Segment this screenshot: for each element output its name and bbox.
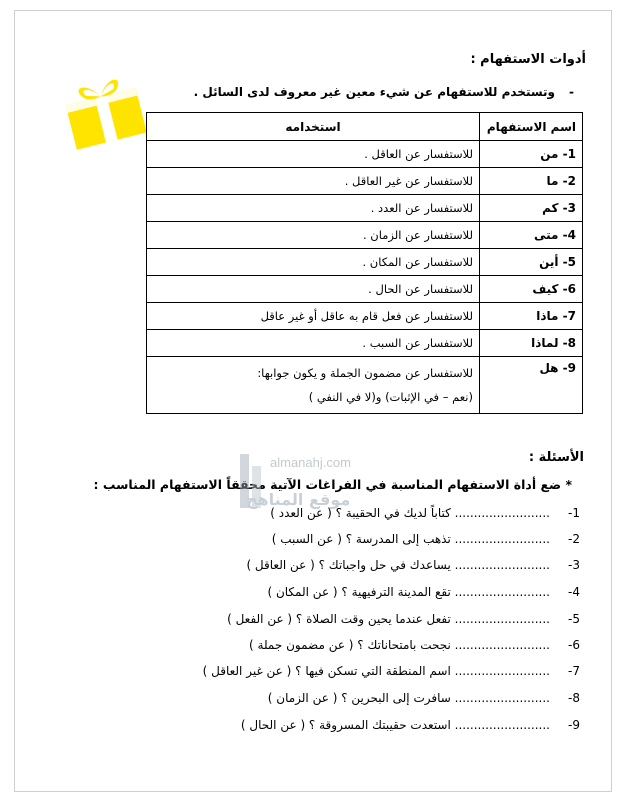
question-text: ......................... تفعل عندما يحين وقت الصلاة ؟ ( عن الفعل ) — [227, 612, 550, 626]
row-use-line-2: (نعم – في الإثبات) و(لا في النفي ) — [308, 390, 473, 404]
row-word: 6- كيف — [480, 276, 583, 303]
question-number: 4- — [568, 585, 580, 599]
question-tools-table — [146, 112, 583, 414]
row-word: 7- ماذا — [480, 303, 583, 330]
question-item — [227, 612, 580, 626]
row-use: للاستفسار عن المكان . — [147, 249, 480, 276]
question-number: 8- — [568, 691, 580, 705]
question-text: ......................... نجحت بامتحاناتك ؟ ( عن مضمون جملة ) — [249, 638, 550, 652]
table-row — [147, 222, 583, 249]
subtitle-dash: - — [569, 85, 574, 99]
question-text: ......................... تقع المدينة الترفيهية ؟ ( عن المكان ) — [267, 585, 550, 599]
row-use: للاستفسار عن الحال . — [147, 276, 480, 303]
question-item — [267, 585, 580, 599]
question-number: 7- — [568, 664, 580, 678]
row-word: 9- هل — [480, 357, 583, 414]
subtitle-text: وتستخدم للاستفهام عن شيء معين غير معروف لدى السائل . — [193, 85, 556, 99]
question-number: 3- — [568, 558, 580, 572]
question-text: ......................... اسم المنطقة التي تسكن فيها ؟ ( عن غير العاقل ) — [202, 664, 550, 678]
question-text: ......................... كتاباً لديك في الحقيبة ؟ ( عن العدد ) — [270, 506, 550, 520]
row-use: للاستفسار عن السبب . — [147, 330, 480, 357]
row-use: للاستفسار عن العاقل . — [147, 141, 480, 168]
row-word: 5- أين — [480, 249, 583, 276]
row-word: 2- ما — [480, 168, 583, 195]
row-use: للاستفسار عن الزمان . — [147, 222, 480, 249]
table-row — [147, 330, 583, 357]
table-row — [147, 303, 583, 330]
watermark-site: almanahj.com — [270, 455, 351, 470]
page-title: أدوات الاستفهام : — [470, 52, 586, 67]
row-word: 8- لماذا — [480, 330, 583, 357]
table-row — [147, 357, 583, 414]
question-item — [249, 638, 580, 652]
question-item — [203, 664, 580, 678]
table-row — [147, 141, 583, 168]
question-item — [246, 558, 580, 572]
question-number: 1- — [568, 506, 580, 520]
gift-box-icon — [58, 70, 150, 150]
question-text: ......................... تذهب إلى المدرسة ؟ ( عن السبب ) — [271, 532, 550, 546]
row-use: للاستفسار عن العدد . — [147, 195, 480, 222]
question-number: 5- — [568, 612, 580, 626]
table-row — [147, 276, 583, 303]
row-use-line-1: للاستفسار عن مضمون الجملة و يكون جوابها: — [257, 366, 473, 380]
row-word: 1- من — [480, 141, 583, 168]
row-word: 4- متى — [480, 222, 583, 249]
question-item — [241, 718, 580, 732]
question-item — [272, 532, 580, 546]
header-word: اسم الاستفهام — [480, 113, 583, 141]
intro-subtitle — [194, 85, 574, 99]
question-text: ......................... سافرت إلى البحرين ؟ ( عن الزمان ) — [267, 691, 550, 705]
row-use: للاستفسار عن فعل قام به عاقل أو غير عاقل — [147, 303, 480, 330]
watermark-arabic: موقع المناهج — [246, 490, 351, 509]
question-text: ......................... يساعدك في حل واجباتك ؟ ( عن العاقل ) — [246, 558, 550, 572]
row-use — [147, 357, 480, 414]
table-row — [147, 168, 583, 195]
question-text: ......................... استعدت حقيبتك المسروقة ؟ ( عن الحال ) — [240, 718, 550, 732]
table-row — [147, 195, 583, 222]
question-item — [270, 506, 580, 520]
question-item — [268, 691, 580, 705]
table-header-row — [147, 113, 583, 141]
row-word: 3- كم — [480, 195, 583, 222]
questions-heading: الأسئلة : — [528, 450, 584, 465]
questions-instruction: * ضع أداة الاستفهام المناسبة في الفراغات الآتية محققاً الاستفهام المناسب : — [93, 477, 572, 492]
question-number: 9- — [568, 718, 580, 732]
question-number: 2- — [568, 532, 580, 546]
table-row — [147, 249, 583, 276]
row-use: للاستفسار عن غير العاقل . — [147, 168, 480, 195]
header-use: استخدامه — [147, 113, 480, 141]
question-number: 6- — [568, 638, 580, 652]
